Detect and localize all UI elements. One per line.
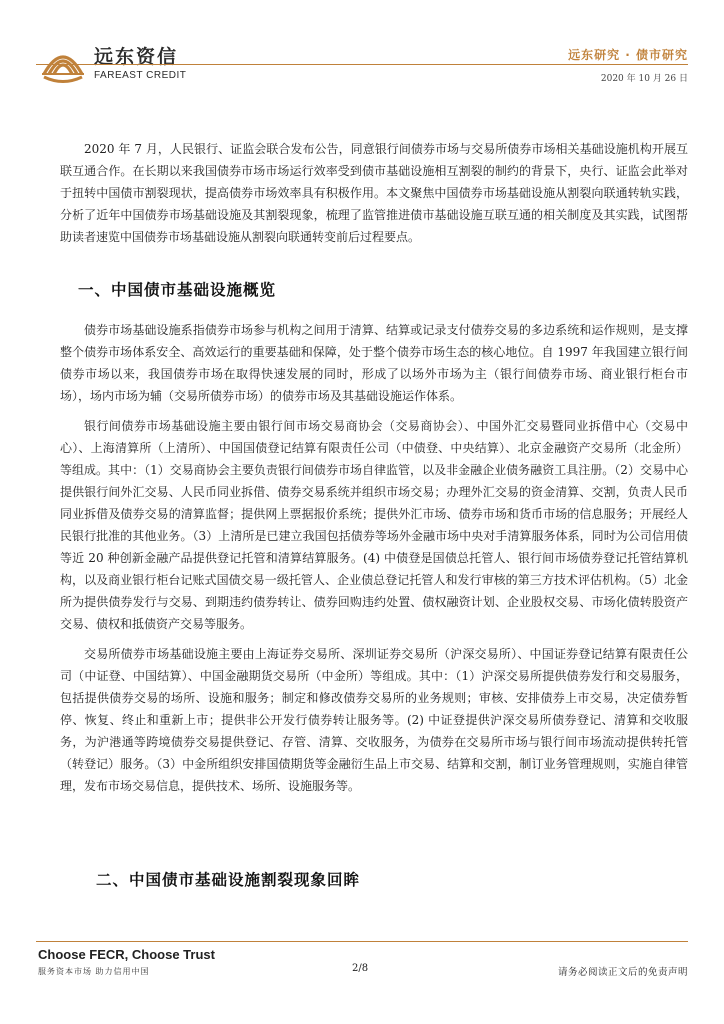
footer-slogan-english: Choose FECR, Choose Trust [38, 947, 215, 962]
header-divider [36, 64, 688, 65]
footer-divider [36, 941, 688, 942]
section-2-heading: 二、中国债市基础设施割裂现象回眸 [96, 871, 361, 889]
logo-chinese-name: 远东资信 [94, 46, 179, 68]
section-1-heading: 一、中国债市基础设施概览 [78, 281, 277, 299]
footer-slogan-chinese: 服务资本市场 助力信用中国 [38, 967, 150, 976]
section-1-paragraph: 交易所债券市场基础设施主要由上海证券交易所、深圳证券交易所（沪深交易所）、中国证券登记结算有限责任公司（中证登、中国结算）、中国金融期货交易所（中金所）等组成。其中：（1）沪深交易所提供债券发行和交易服务，包括提供债券交易的场所、设施和服务；制定和修改债券交易所的业务规则；审核、安排债券上市交易，决定债券暂停、恢复、终止和重新上市；提供非公开发行债券转让服务等。(2) 中证登提供沪深交易所债券登记、清算和交收服务，为沪港通等跨境债券交易提供登记、存管、清算、交收服务，为债券在交易所市场与银行间市场流动提供转托管（转登记）服务。（3）中金所组织安排国债期货等金融衍生品上市交易、结算和交割，制订业务管理规则，实施自律管理，发布市场交易信息，提供技术、场所、设施服务等。 [60, 647, 688, 793]
report-date: 2020 年 10 月 26 日 [600, 74, 688, 84]
report-body [60, 138, 688, 797]
logo-english-name: FAREAST CREDIT [94, 70, 187, 81]
section-1-paragraph: 银行间债券市场基础设施主要由银行间市场交易商协会（交易商协会）、中国外汇交易暨同业拆借中心（交易中心）、上海清算所（上清所）、中国国债登记结算有限责任公司（中债登、中央结算）、北京金融资产交易所（北金所）等组成。其中：（1）交易商协会主要负责银行间债券市场自律监管，以及非金融企业债务融资工具注册。（2）交易中心提供银行间外汇交易、人民币同业拆借、债券交易系统并组织市场交易；办理外汇交易的资金清算、交割，负责人民币同业拆借及债券交易的清算监督；提供网上票据报价系统；提供外汇市场、债券市场和货币市场的信息服务；开展经人民银行批准的其他业务。（3）上清所是已建立我国包括债券等场外金融市场中央对手清算服务体系，同时为公司信用债等近 20 种创新金融产品提供登记托管和清算结算服务。(4) 中债登是国债总托管人、银行间市场债券登记托管结算机构，以及商业银行柜台记账式国债交易一级托管人、企业债总登记托管人和发行审核的第三方技术评估机构。（5）北金所为提供债券发行与交易、到期违约债券转让、债券回购违约处置、债权融资计划、企业股权交易、市场化债转股资产交易、债权和抵债资产交易等服务。 [60, 419, 688, 631]
intro-paragraph: 2020 年 7 月，人民银行、证监会联合发布公告，同意银行间债券市场与交易所债券市场相关基础设施机构开展互联互通合作。在长期以来我国债券市场市场运行效率受到债市基础设施相互割裂的制约的背景下，央行、证监会此举对于扭转中国债市割裂现状，提高债券市场效率具有积极作用。本文聚焦中国债券市场基础设施从割裂向联通转轨实践，分析了近年中国债券市场基础设施及其割裂现象，梳理了监管推进债市基础设施互联互通的相关制度及其实践，试图帮助读者速览中国债券市场基础设施从割裂向联通转变前后过程要点。 [60, 142, 688, 244]
page-header [0, 0, 724, 100]
report-category: 远东研究 · 债市研究 [568, 48, 688, 62]
page-number: 2/8 [352, 963, 369, 974]
disclaimer-note: 请务必阅读正文后的免责声明 [557, 967, 688, 978]
section-1-paragraph: 债券市场基础设施系指债券市场参与机构之间用于清算、结算或记录支付债券交易的多边系统和运作规则，是支撑整个债券市场体系安全、高效运行的重要基础和保障，处于整个债券市场生态的核心地位。自 1997 年我国建立银行间债券市场以来，我国债券市场在取得快速发展的同时，形成了以场外市场为主（银行间债券市场、商业银行柜台市场），场内市场为辅（交易所债券市场）的债券市场及其基础设施运作体系。 [60, 323, 688, 403]
